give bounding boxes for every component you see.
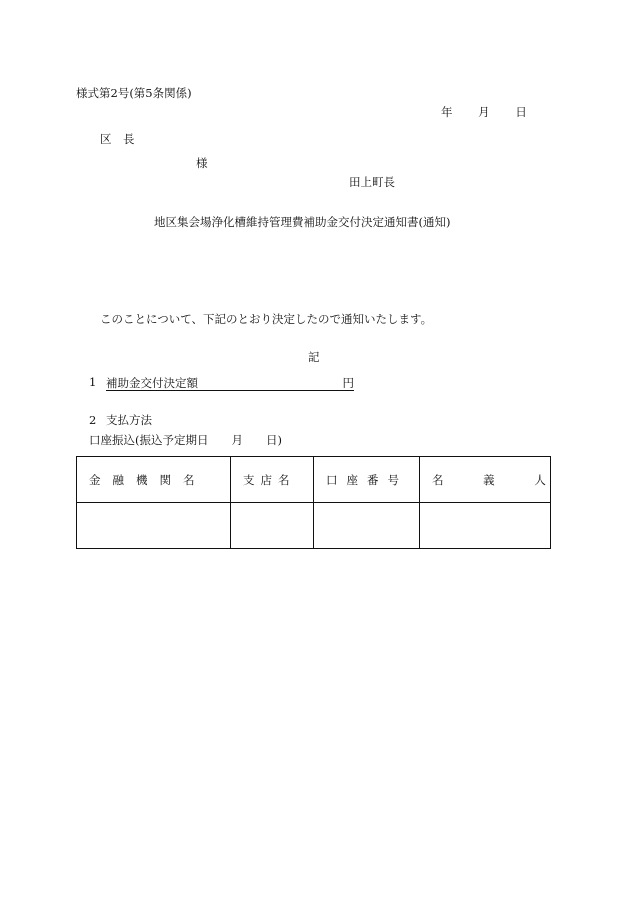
item2-label: 支払方法	[106, 413, 152, 427]
body-text: このことについて、下記のとおり決定したので通知いたします。	[100, 312, 433, 326]
header-branch-name: 支店名	[231, 457, 314, 503]
recipient-title: 区 長	[100, 132, 135, 146]
amount-label: 補助金交付決定額	[106, 376, 198, 390]
header-holder-char-3: 人	[534, 472, 546, 487]
account-table	[76, 456, 551, 549]
sender-name: 田上町長	[349, 175, 395, 189]
date-year: 年	[441, 105, 453, 119]
form-number: 様式第2号(第5条関係)	[76, 86, 192, 100]
cell-bank-name[interactable]	[77, 503, 231, 549]
amount-field	[106, 375, 354, 391]
account-table-row	[77, 503, 551, 549]
cell-account-number[interactable]	[314, 503, 420, 549]
header-account-number: 口座番号	[314, 457, 420, 503]
payment-detail: 口座振込(振込予定期日 月 日)	[89, 433, 282, 447]
item1-number: 1	[89, 375, 97, 389]
header-holder-char-1: 名	[432, 472, 444, 487]
date-day: 日	[515, 105, 527, 119]
header-account-holder	[420, 457, 551, 503]
recipient-honorific: 様	[196, 156, 208, 170]
header-bank-name: 金融機関名	[77, 457, 231, 503]
header-holder-char-2: 義	[483, 472, 495, 487]
date-line	[441, 105, 527, 119]
date-month: 月	[478, 105, 490, 119]
cell-branch-name[interactable]	[231, 503, 314, 549]
document-title: 地区集会場浄化槽維持管理費補助金交付決定通知書(通知)	[154, 215, 451, 229]
cell-account-holder[interactable]	[420, 503, 551, 549]
amount-unit: 円	[342, 376, 354, 390]
item2-number: 2	[89, 413, 97, 427]
account-table-header-row	[77, 457, 551, 503]
ki-label: 記	[308, 350, 320, 364]
